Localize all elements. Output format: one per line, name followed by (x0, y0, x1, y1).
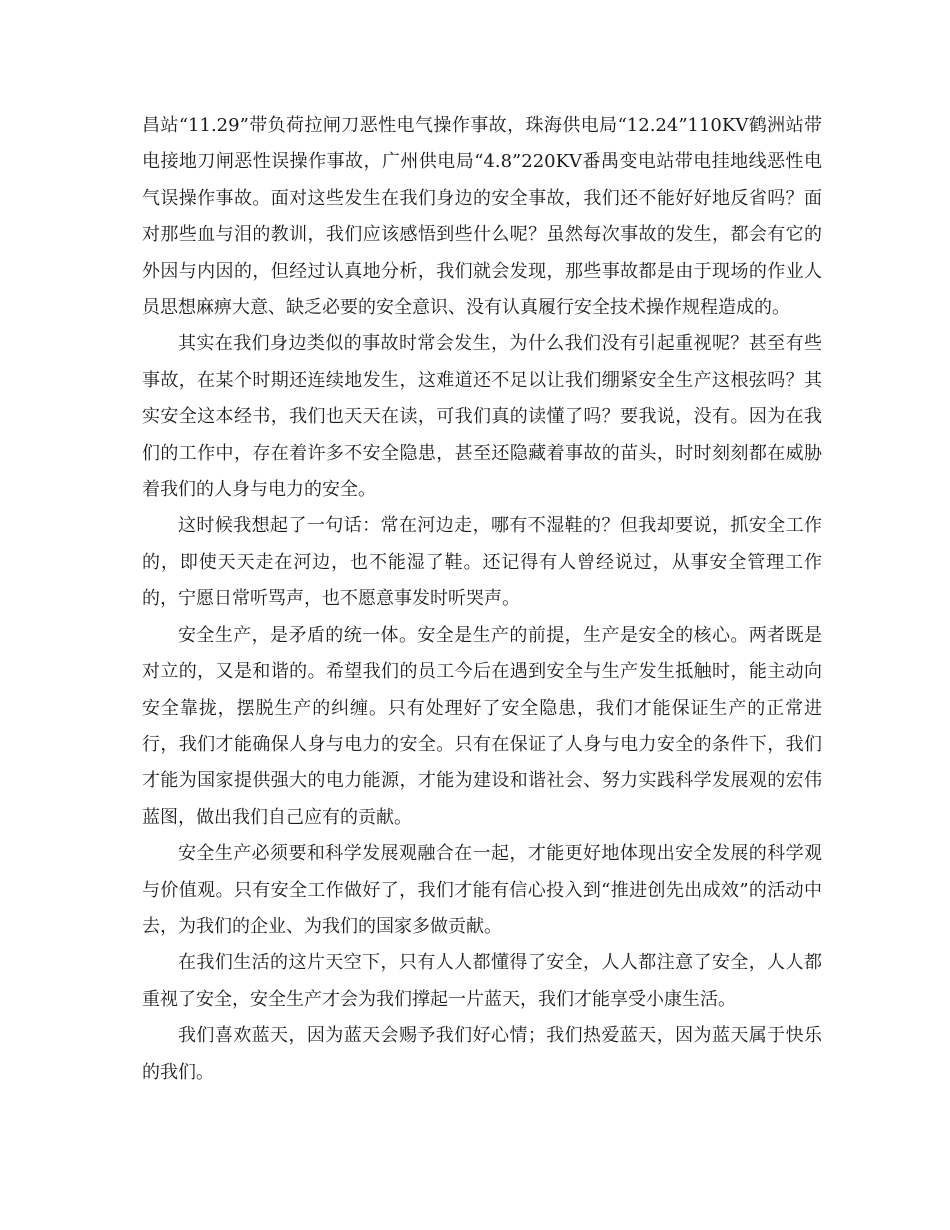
document-page (142, 108, 822, 1091)
paragraph-continued: 昌站“11.29”带负荷拉闸刀恶性电气操作事故，珠海供电局“12.24”110KV鹤洲站带电接地刀闸恶性误操作事故，广州供电局“4.8”220KV番禺变电站带电挂地线恶性电气误操作事故。面对这些发生在我们身边的安全事故，我们还不能好好地反省吗？面对那些血与泪的教训，我们应该感悟到些什么呢？虽然每次事故的发生，都会有它的外因与内因的，但经过认真地分析，我们就会发现，那些事故都是由于现场的作业人员思想麻痹大意、缺乏必要的安全意识、没有认真履行安全技术操作规程造成的。 (142, 115, 822, 319)
paragraph: 这时候我想起了一句话：常在河边走，哪有不湿鞋的？但我却要说，抓安全工作的，即使天天走在河边，也不能湿了鞋。还记得有人曾经说过，从事安全管理工作的，宁愿日常听骂声，也不愿意事发时听哭声。 (142, 515, 822, 610)
paragraph: 我们喜欢蓝天，因为蓝天会赐予我们好心情；我们热爱蓝天，因为蓝天属于快乐的我们。 (142, 1025, 822, 1083)
paragraph: 其实在我们身边类似的事故时常会发生，为什么我们没有引起重视呢？甚至有些事故，在某个时期还连续地发生，这难道还不足以让我们绷紧安全生产这根弦吗？其实安全这本经书，我们也天天在读，可我们真的读懂了吗？要我说，没有。因为在我们的工作中，存在着许多不安全隐患，甚至还隐藏着事故的苗头，时时刻刻都在威胁着我们的人身与电力的安全。 (142, 333, 822, 501)
paragraph: 安全生产必须要和科学发展观融合在一起，才能更好地体现出安全发展的科学观与价值观。只有安全工作做好了，我们才能有信心投入到“推进创先出成效”的活动中去，为我们的企业、为我们的国家多做贡献。 (142, 843, 822, 937)
paragraph: 在我们生活的这片天空下，只有人人都懂得了安全，人人都注意了安全，人人都重视了安全，安全生产才会为我们撑起一片蓝天，我们才能享受小康生活。 (142, 952, 822, 1010)
paragraph: 安全生产，是矛盾的统一体。安全是生产的前提，生产是安全的核心。两者既是对立的，又是和谐的。希望我们的员工今后在遇到安全与生产发生抵触时，能主动向安全靠拢，摆脱生产的纠缠。只有处理好了安全隐患，我们才能保证生产的正常进行，我们才能确保人身与电力的安全。只有在保证了人身与电力安全的条件下，我们才能为国家提供强大的电力能源，才能为建设和谐社会、努力实践科学发展观的宏伟蓝图，做出我们自己应有的贡献。 (142, 624, 822, 828)
